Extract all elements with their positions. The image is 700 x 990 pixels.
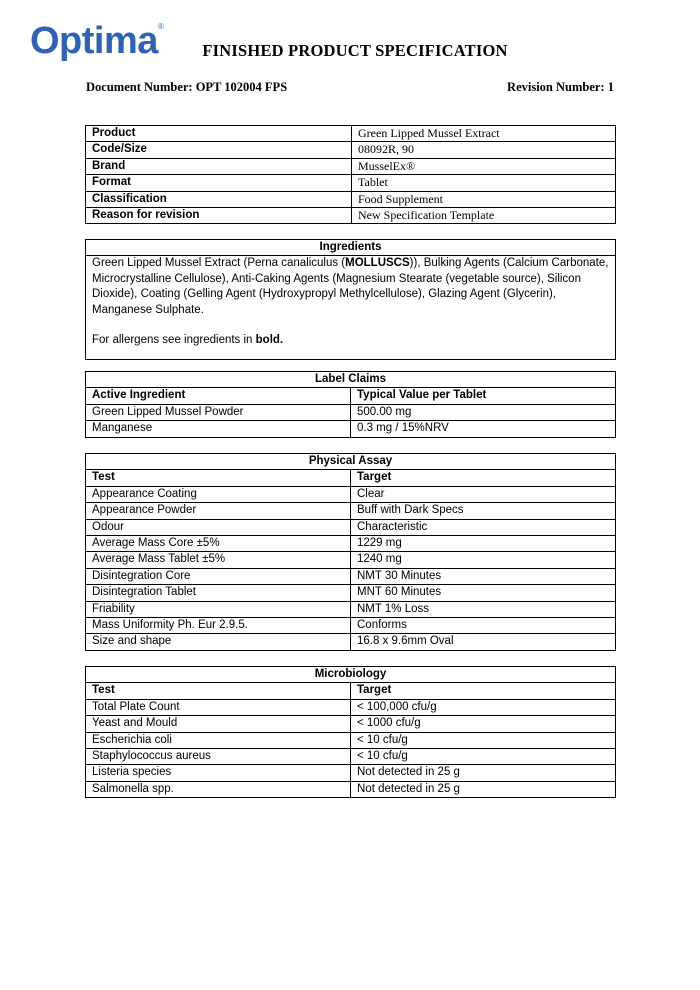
test-name: Size and shape: [86, 634, 351, 650]
table-row: [86, 568, 616, 584]
table-row: [86, 404, 616, 420]
ingredients-text-end: )), Bulking Agents (Calcium Carbonate, Microcrystalline Cellulose), Anti-Caking Agents (Magnesium Stearate (vegetable source), Silicon Dioxide), Coating (Gelling Agent (Hydroxypropyl Methylcellulose), Glazing Agent (Glycerin), Manganese Sulphate.: [92, 257, 609, 316]
table-row: [86, 601, 616, 617]
table-row: [86, 256, 616, 360]
table-row: [86, 585, 616, 601]
test-target: 16.8 x 9.6mm Oval: [351, 634, 616, 650]
test-target: Clear: [351, 486, 616, 502]
test-target: 1229 mg: [351, 536, 616, 552]
ingredients-text: [86, 256, 616, 360]
product-info-table: [85, 125, 616, 224]
revision-number: Revision Number: 1: [507, 80, 614, 94]
table-row: [86, 716, 616, 732]
table-row: [86, 732, 616, 748]
test-name: Escherichia coli: [86, 732, 351, 748]
table-row: [86, 552, 616, 568]
test-name: Appearance Coating: [86, 486, 351, 502]
table-row: [86, 749, 616, 765]
column-header-typical-value: Typical Value per Tablet: [351, 388, 616, 404]
column-header-target: Target: [351, 683, 616, 699]
logo-text: Optima: [30, 20, 158, 62]
registered-mark: ®: [157, 22, 164, 31]
table-row: [86, 126, 616, 142]
table-row: [86, 503, 616, 519]
test-name: Yeast and Mould: [86, 716, 351, 732]
test-name: Disintegration Core: [86, 568, 351, 584]
column-header-target: Target: [351, 470, 616, 486]
ingredients-list: [92, 256, 609, 318]
table-header-row: [86, 667, 616, 683]
table-row: [86, 765, 616, 781]
table-row: [86, 699, 616, 715]
document-title: FINISHED PRODUCT SPECIFICATION: [202, 41, 508, 60]
ingredient-name: Manganese: [86, 421, 351, 437]
test-name: Appearance Powder: [86, 503, 351, 519]
document-number: Document Number: OPT 102004 FPS: [86, 80, 288, 94]
code-size-value: 08092R, 90: [352, 142, 616, 158]
table-row: [86, 519, 616, 535]
test-name: Salmonella spp.: [86, 781, 351, 797]
test-target: < 1000 cfu/g: [351, 716, 616, 732]
product-label: Product: [86, 126, 352, 142]
column-header-test: Test: [86, 683, 351, 699]
test-target: < 10 cfu/g: [351, 749, 616, 765]
company-logo: [30, 20, 163, 63]
table-column-headers: [86, 388, 616, 404]
physical-assay-title: Physical Assay: [86, 454, 616, 470]
table-row: [86, 421, 616, 437]
table-column-headers: [86, 683, 616, 699]
allergen-note-bold: bold.: [255, 334, 284, 347]
code-size-label: Code/Size: [86, 142, 352, 158]
column-header-active-ingredient: Active Ingredient: [86, 388, 351, 404]
table-row: [86, 191, 616, 207]
test-target: < 100,000 cfu/g: [351, 699, 616, 715]
table-row: [86, 618, 616, 634]
allergen-note: [92, 333, 609, 348]
revision-reason-label: Reason for revision: [86, 208, 352, 224]
table-column-headers: [86, 470, 616, 486]
ingredient-name: Green Lipped Mussel Powder: [86, 404, 351, 420]
ingredients-table: [85, 239, 616, 360]
microbiology-title: Microbiology: [86, 667, 616, 683]
table-row: [86, 781, 616, 797]
test-target: Characteristic: [351, 519, 616, 535]
label-claims-table: [85, 371, 616, 438]
test-target: Conforms: [351, 618, 616, 634]
physical-assay-table: [85, 453, 616, 651]
test-name: Disintegration Tablet: [86, 585, 351, 601]
product-value: Green Lipped Mussel Extract: [352, 126, 616, 142]
table-header-row: [86, 454, 616, 470]
test-target: MNT 60 Minutes: [351, 585, 616, 601]
allergen-molluscs: MOLLUSCS: [345, 257, 410, 270]
classification-label: Classification: [86, 191, 352, 207]
test-target: Not detected in 25 g: [351, 781, 616, 797]
ingredients-text-start: Green Lipped Mussel Extract (Perna canaliculus (: [92, 257, 346, 270]
allergen-note-text: For allergens see ingredients in: [92, 334, 256, 347]
test-target: Not detected in 25 g: [351, 765, 616, 781]
test-name: Mass Uniformity Ph. Eur 2.9.5.: [86, 618, 351, 634]
test-name: Staphylococcus aureus: [86, 749, 351, 765]
test-name: Odour: [86, 519, 351, 535]
table-row: [86, 536, 616, 552]
table-row: [86, 634, 616, 650]
test-target: NMT 1% Loss: [351, 601, 616, 617]
ingredient-value: 0.3 mg / 15%NRV: [351, 421, 616, 437]
brand-value: MusselEx®: [352, 158, 616, 174]
test-name: Average Mass Tablet ±5%: [86, 552, 351, 568]
test-name: Listeria species: [86, 765, 351, 781]
test-target: 1240 mg: [351, 552, 616, 568]
test-target: NMT 30 Minutes: [351, 568, 616, 584]
test-name: Total Plate Count: [86, 699, 351, 715]
table-row: [86, 175, 616, 191]
table-row: [86, 158, 616, 174]
table-row: [86, 142, 616, 158]
test-name: Friability: [86, 601, 351, 617]
column-header-test: Test: [86, 470, 351, 486]
test-name: Average Mass Core ±5%: [86, 536, 351, 552]
test-target: < 10 cfu/g: [351, 732, 616, 748]
ingredients-title: Ingredients: [86, 240, 616, 256]
ingredient-value: 500.00 mg: [351, 404, 616, 420]
format-value: Tablet: [352, 175, 616, 191]
brand-label: Brand: [86, 158, 352, 174]
label-claims-title: Label Claims: [86, 372, 616, 388]
table-row: [86, 208, 616, 224]
microbiology-table: [85, 666, 616, 798]
table-header-row: [86, 240, 616, 256]
revision-reason-value: New Specification Template: [352, 208, 616, 224]
test-target: Buff with Dark Specs: [351, 503, 616, 519]
table-header-row: [86, 372, 616, 388]
table-row: [86, 486, 616, 502]
classification-value: Food Supplement: [352, 191, 616, 207]
format-label: Format: [86, 175, 352, 191]
